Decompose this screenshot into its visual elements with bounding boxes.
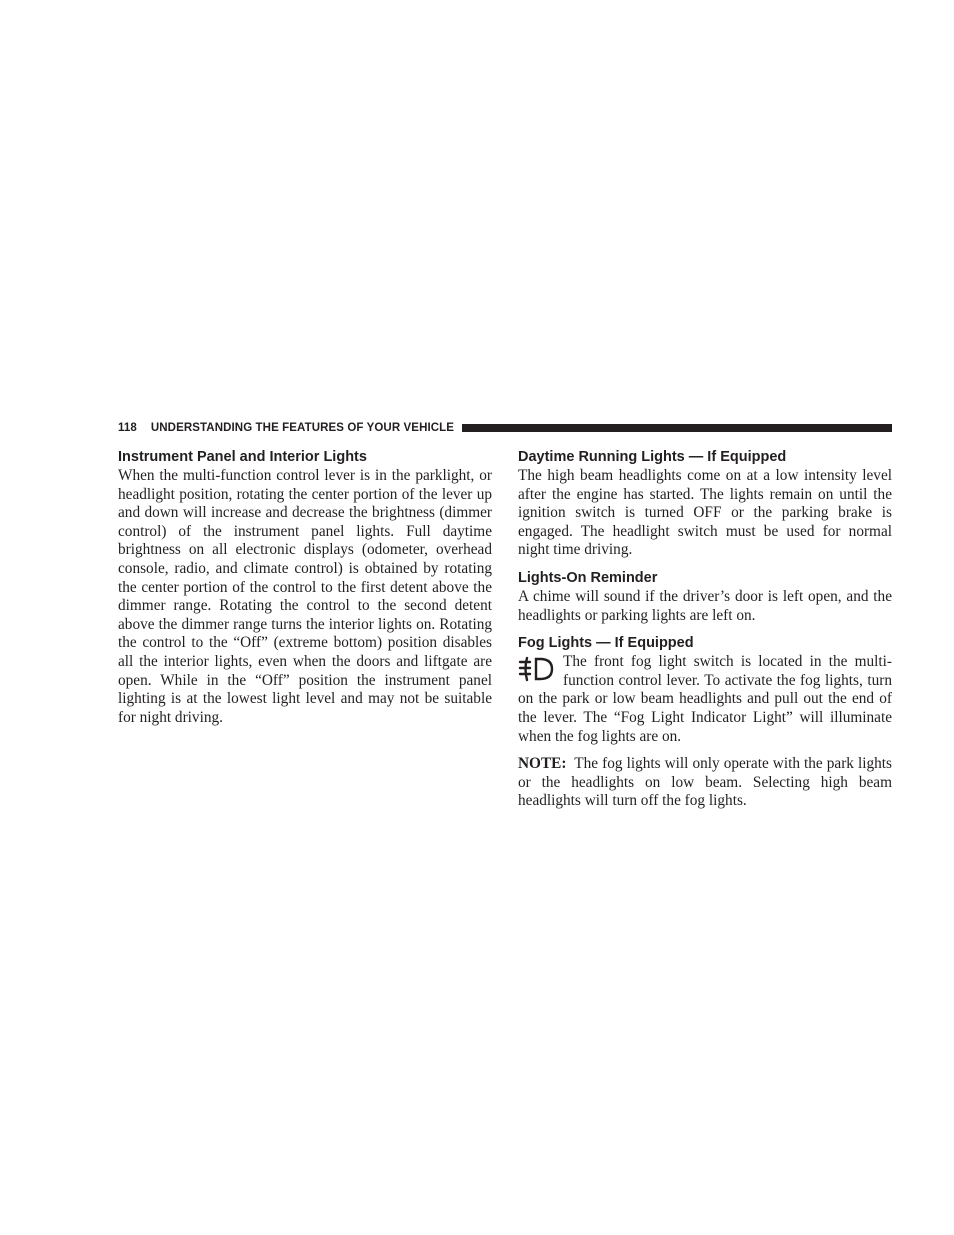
instrument-panel-body: When the multi-function control lever is in the parklight, or headlight position, rotating the center portion of the lever up and down will increase and decrease the brightness (dimmer control) of the instrument panel lights. Full daytime brightness on all electronic displays (odometer, overhead console, radio, and climate control) is obtained by rotating the center portion of the control to the first detent above the dimmer range. Rotating the control to the second detent above the dimmer range turns the interior lights on. Rotating the control to the “Off” (extreme bottom) position disables all the interior lights, even when the doors and liftgate are open. While in the “Off” position the instrument panel lighting is at the lowest light level and may not be suitable for night driving. (118, 467, 492, 726)
lights-on-reminder-section (518, 569, 892, 625)
left-column (118, 448, 492, 736)
daytime-running-lights-section (518, 448, 892, 560)
note-paragraph (518, 755, 892, 811)
daytime-running-lights-body: The high beam headlights come on at a low intensity level after the engine has started. The lights remain on until the ignition switch is turned OFF or the parking brake is engaged. The headlight switch must be used for normal night time driving. (518, 467, 892, 559)
instrument-panel-heading: Instrument Panel and Interior Lights (118, 449, 367, 465)
instrument-panel-section (118, 448, 492, 727)
section-title: UNDERSTANDING THE FEATURES OF YOUR VEHICLE (150, 422, 455, 434)
right-column (518, 448, 892, 820)
fog-lights-section (518, 634, 892, 746)
daytime-running-lights-heading: Daytime Running Lights — If Equipped (518, 449, 787, 465)
header-rule (462, 424, 892, 432)
note-section (518, 755, 892, 811)
page-number: 118 (118, 422, 137, 434)
note-label: NOTE: (518, 755, 567, 773)
lights-on-reminder-body: A chime will sound if the driver’s door is left open, and the headlights or parking lights are left on. (518, 587, 892, 624)
front-fog-light-icon (518, 655, 556, 683)
fog-lights-heading: Fog Lights — If Equipped (518, 635, 694, 652)
lights-on-reminder-heading: Lights-On Reminder (518, 569, 658, 586)
note-body: The fog lights will only operate with the park lights or the headlights on low beam. Selecting high beam headlights will turn off the fog lights. (518, 755, 893, 810)
fog-lights-body: The front fog light switch is located in the multifunction control lever. To activate the fog lights, turn on the park or low beam headlights and pull out the end of the lever. The “Fog Light Indicator Light” will illuminate when the fog lights are on. (518, 653, 892, 745)
page-header (118, 419, 892, 437)
